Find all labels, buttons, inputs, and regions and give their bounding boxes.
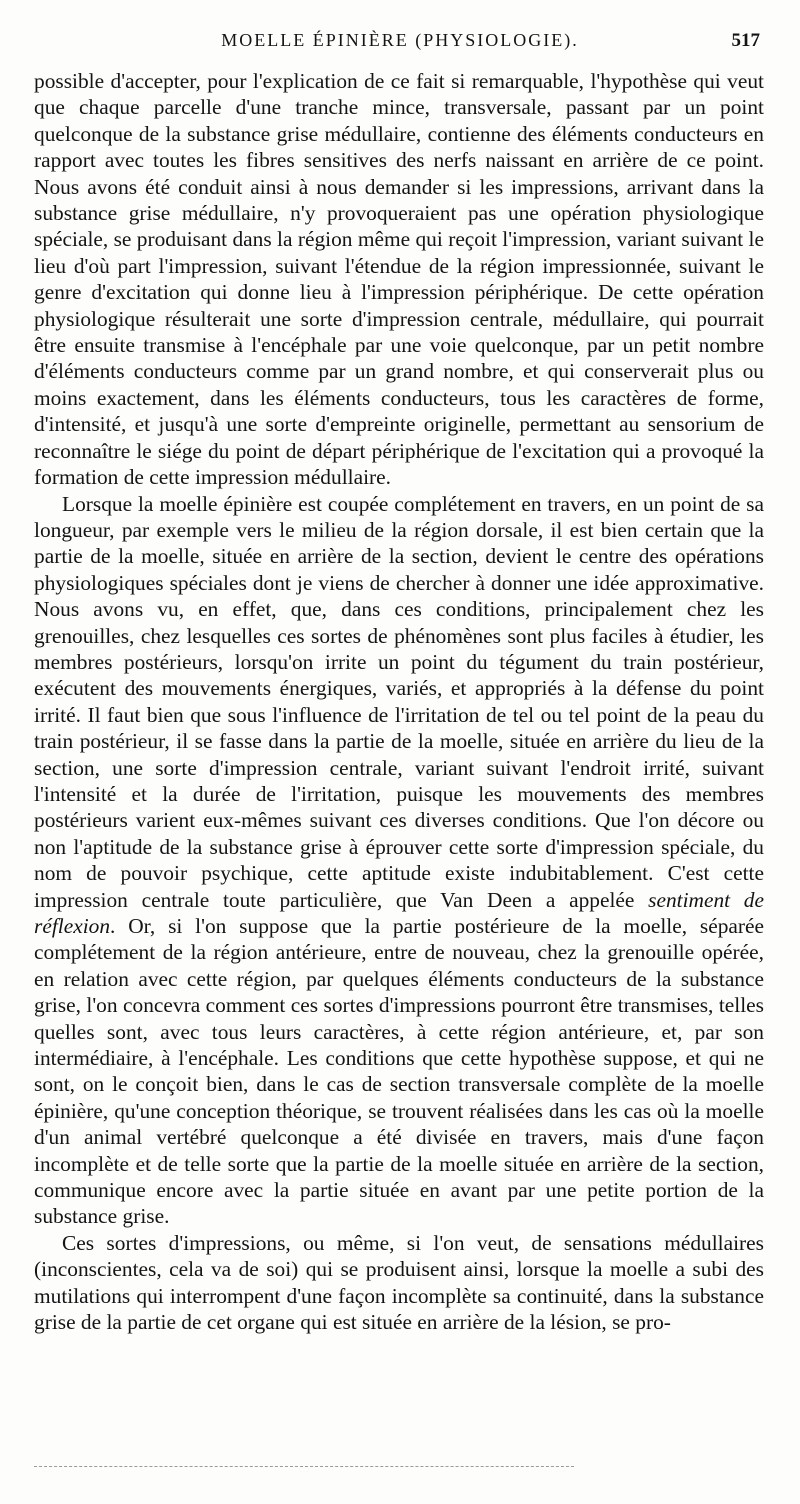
body-text	[34, 68, 764, 1336]
paragraph-3: Ces sortes d'impressions, ou même, si l'on veut, de sensations médullaires (inconscientes, cela va de soi) qui se produisent ainsi, lorsque la moelle a subi des mutilations qui interrompent d'une façon incomplète sa continuité, dans la substance grise de la partie de cet organe qui est située en arrière de la lésion, se pro-	[34, 1230, 764, 1335]
paragraph-1: possible d'accepter, pour l'explication de ce fait si remarquable, l'hypothèse qui veut que chaque parcelle d'une tranche mince, transversale, passant par un point quelconque de la substance grise médullaire, contienne des éléments conducteurs en rapport avec toutes les fibres sensitives des nerfs naissant en arrière de ce point. Nous avons été conduit ainsi à nous demander si les impressions, arrivant dans la substance grise médullaire, n'y provoqueraient pas une opération physiologique spéciale, se produisant dans la région même qui reçoit l'impression, variant suivant le lieu d'où part l'impression, suivant l'étendue de la région impressionnée, suivant le genre d'excitation qui donne lieu à l'impression périphérique. De cette opération physiologique résulterait une sorte d'impression centrale, médullaire, qui pourrait être ensuite transmise à l'encéphale par une voie quelconque, par un petit nombre d'éléments conducteurs comme par un grand nombre, et qui conserverait plus ou moins exactement, dans les éléments conducteurs, tous les caractères de forme, d'intensité, et jusqu'à une sorte d'empreinte originelle, permettant au sensorium de reconnaître le siége du point de départ périphérique de l'excitation qui a provoqué la formation de cette impression médullaire.	[34, 69, 764, 490]
paragraph-2	[34, 491, 764, 1230]
running-head: MOELLE ÉPINIÈRE (PHYSIOLOGIE).	[221, 30, 579, 50]
italic-term: sentiment de réflexion	[34, 887, 765, 938]
page-header	[30, 30, 770, 60]
page-number: 517	[731, 30, 760, 51]
footer-rule	[34, 1466, 574, 1468]
paragraph-2-text-start: Lorsque la moelle épinière est coupée complétement en travers, en un point de sa longueur, par exemple vers le milieu de la région dorsale, il est bien certain que la partie de la moelle, située en arrière de la section, devient le centre des opérations physiologiques spéciales dont je viens de chercher à donner une idée approximative. Nous avons vu, en effet, que, dans ces conditions, principalement chez les grenouilles, chez lesquelles ces sortes de phénomènes sont plus faciles à étudier, les membres postérieurs, lorsqu'on irrite un point du tégument du train postérieur, exécutent des mouvements énergiques, variés, et appropriés à la défense du point irrité. Il faut bien que sous l'influence de l'irritation de tel ou tel point de la peau du train postérieur, il se fasse dans la partie de la moelle, située en arrière du lieu de la section, une sorte d'impression centrale, variant suivant l'endroit irrité, suivant l'intensité et la durée de l'irritation, puisque les mouvements des membres postérieurs varient eux-mêmes suivant ces diverses conditions. Que l'on décore ou non l'aptitude de la substance grise à éprouver cette sorte d'impression spéciale, du nom de pouvoir psychique, cette aptitude existe indubitablement. C'est cette impression centrale toute particulière, que Van Deen a appelée	[34, 491, 764, 912]
paragraph-2-text-end: . Or, si l'on suppose que la partie postérieure de la moelle, séparée complétement de la région antérieure, entre de nouveau, chez la grenouille opérée, en relation avec cette région, par quelques éléments conducteurs de la substance grise, l'on concevra comment ces sortes d'impressions pourront être transmises, telles quelles sont, avec tous leurs caractères, à cette région antérieure, et, par son intermédiaire, à l'encéphale. Les conditions que cette hypothèse suppose, et qui ne sont, on le conçoit bien, dans le cas de section transversale complète de la moelle épinière, qu'une conception théorique, se trouvent réalisées dans les cas où la moelle d'un animal vertébré quelconque a été divisée en travers, mais d'une façon incomplète et de telle sorte que la partie de la moelle située en arrière de la section, communique encore avec la partie située en avant par une petite portion de la substance grise.	[34, 914, 764, 1229]
